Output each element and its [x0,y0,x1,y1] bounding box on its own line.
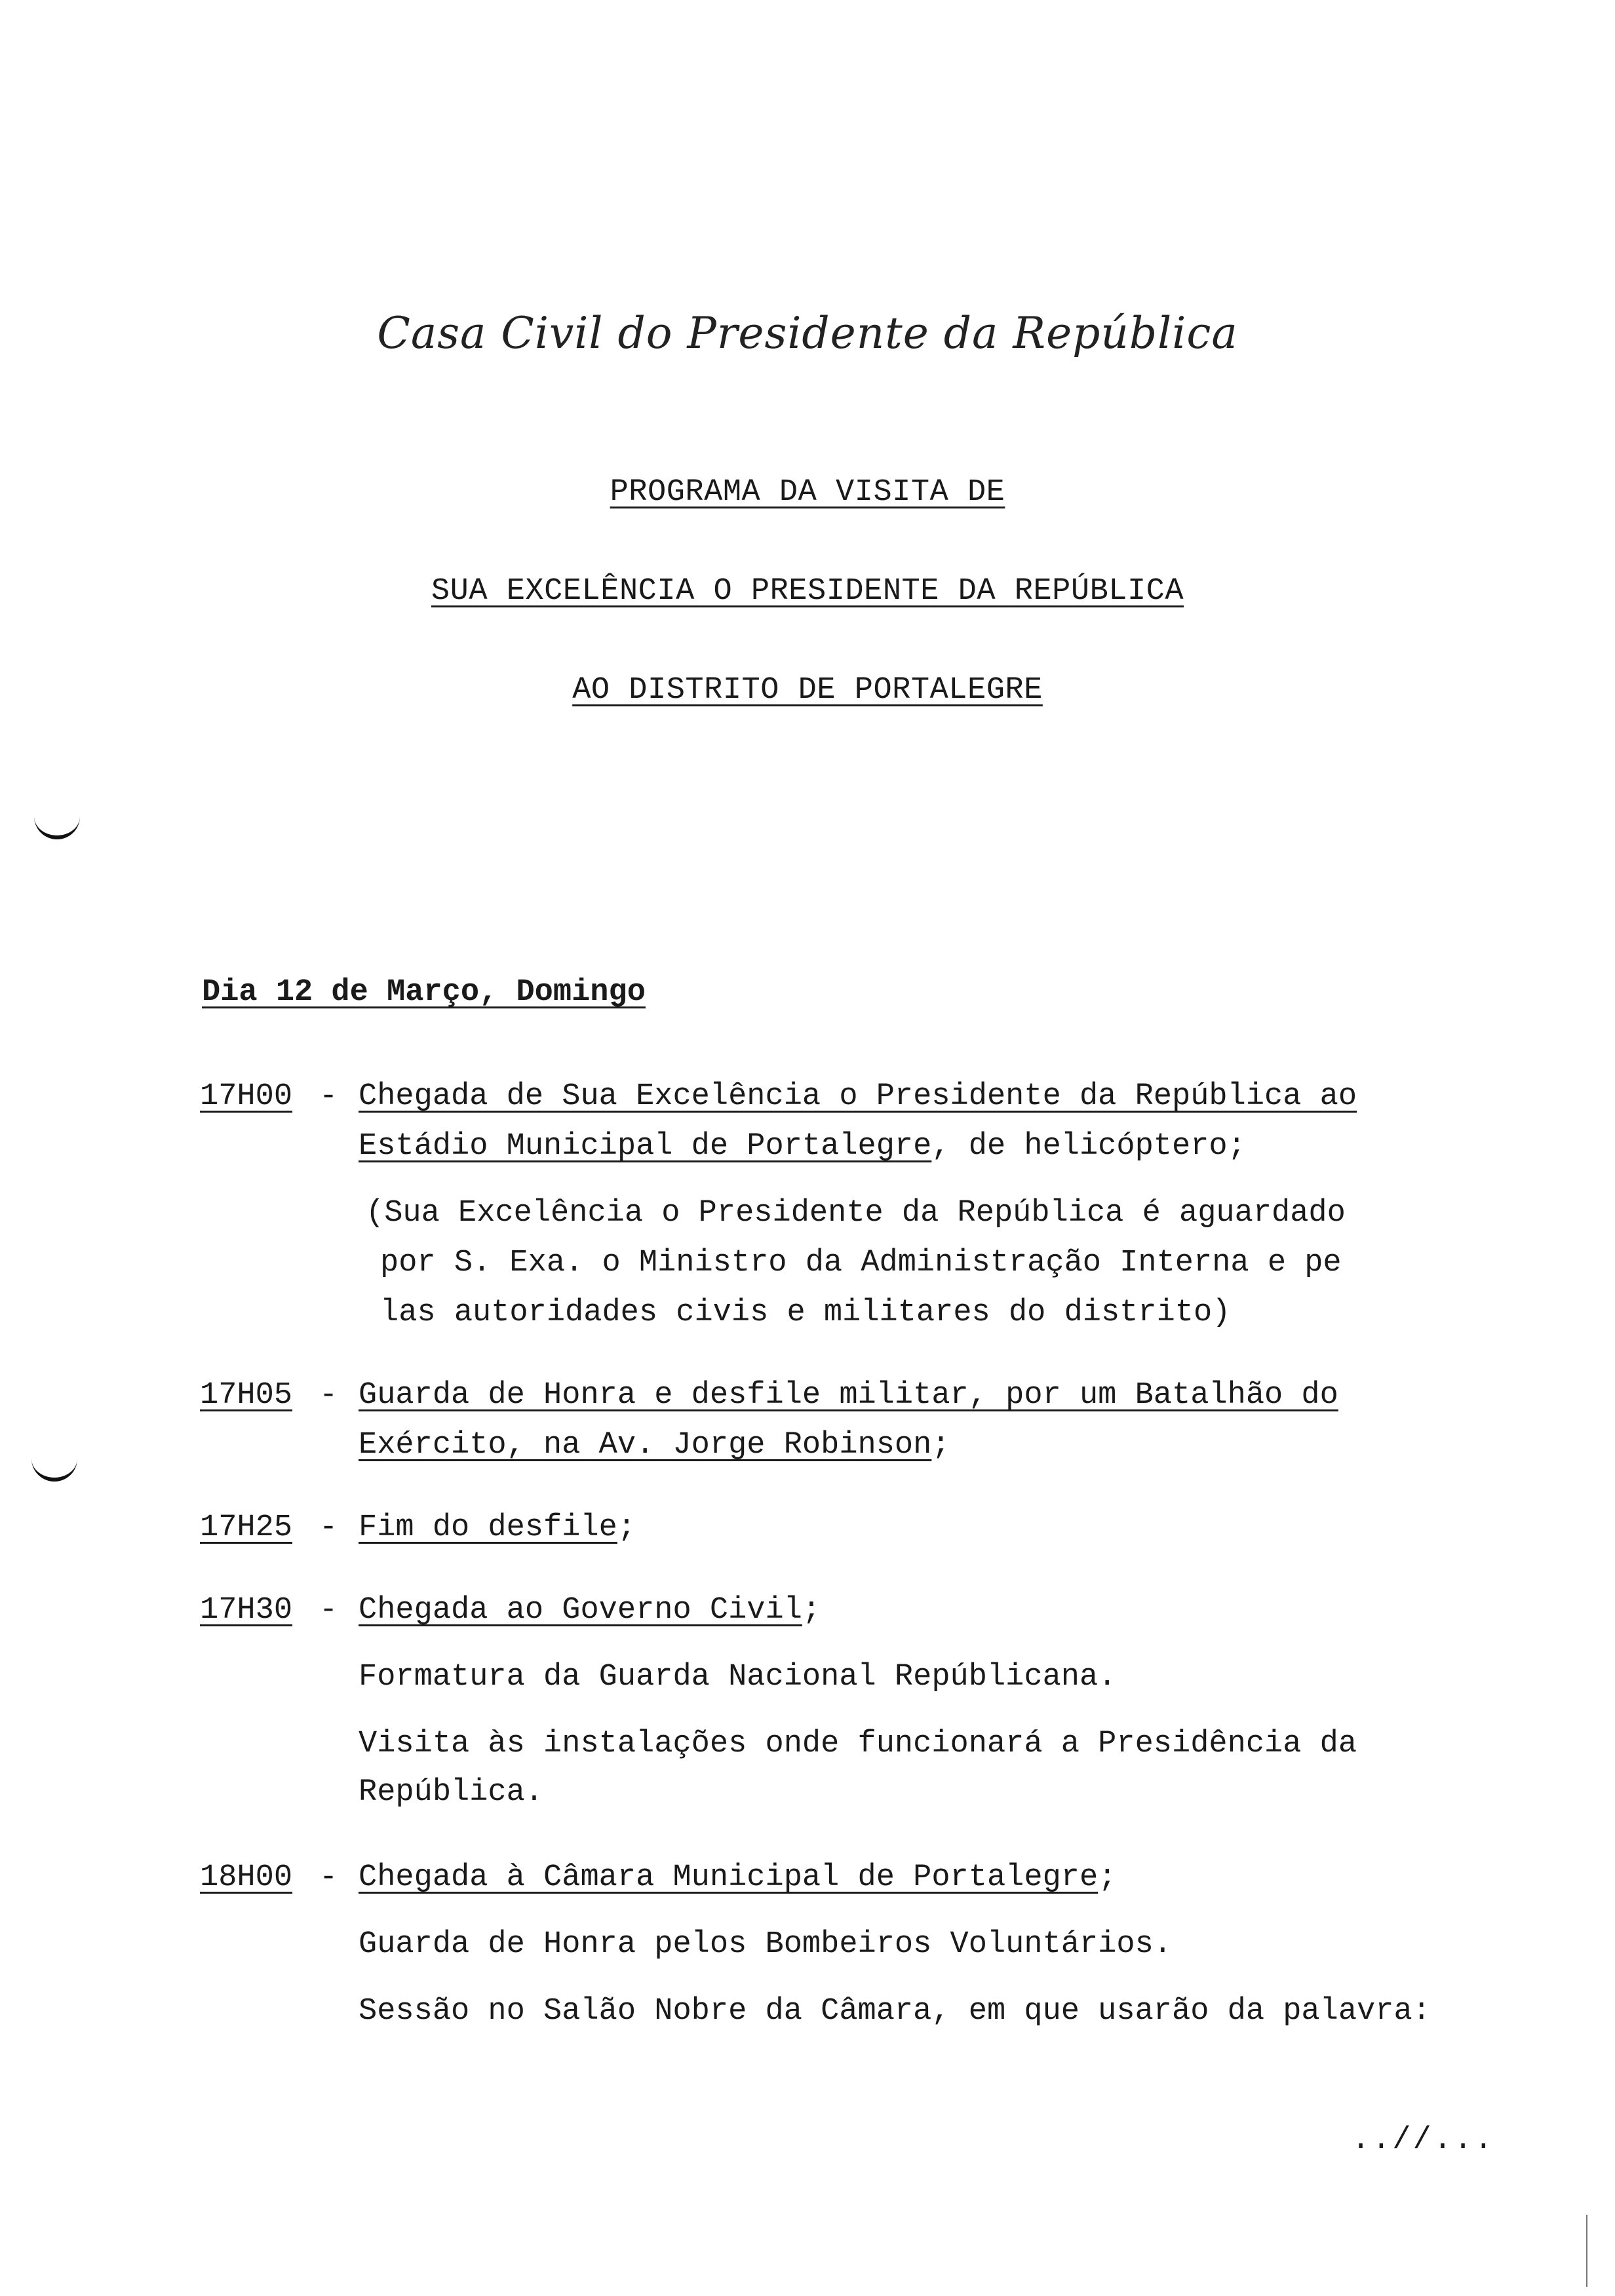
entry-time: 17H30 [200,1593,293,1628]
entry-note: por S. Exa. o Ministro da Administração Interna e pe [380,1246,1342,1280]
entry-dash: - [319,1079,338,1114]
entry-dash: - [319,1510,338,1545]
letterhead: Casa Civil do Presidente da República [377,308,1238,358]
title-line-1: PROGRAMA DA VISITA DE [610,475,1005,510]
entry-line-underlined: Chegada ao Governo Civil [359,1593,802,1628]
binder-hole-mark [31,1451,77,1482]
entry-line-rest: ; [802,1593,821,1628]
entry-description [359,1371,1506,1470]
entry-line-rest: ; [931,1428,950,1463]
entry-dash: - [319,1593,338,1628]
entry-line-underlined: Estádio Municipal de Portalegre [359,1129,932,1164]
entry-line: Guarda de Honra e desfile militar, por um Batalhão do [359,1378,1338,1413]
entry-line-rest: ; [617,1510,636,1545]
entry-note: Sessão no Salão Nobre da Câmara, em que usarão da palavra: [359,1994,1431,2029]
entry-line-underlined: Fim do desfile [359,1510,617,1545]
binder-hole-mark [34,809,80,839]
entry-dash: - [319,1860,338,1895]
entry-description [359,1072,1506,1172]
title-line-2: SUA EXCELÊNCIA O PRESIDENTE DA REPÚBLICA [431,574,1184,609]
entry-note: República. [359,1775,544,1810]
entry-line-rest: , de helicóptero; [931,1129,1246,1164]
edge-mark [1586,2215,1587,2287]
entry-time: 17H00 [200,1079,293,1114]
entry-description [359,1586,1506,1636]
entry-description [359,1503,1506,1553]
entry-note: las autoridades civis e militares do distrito) [380,1295,1231,1330]
entry-line-rest: ; [1098,1860,1117,1895]
entry-dash: - [319,1378,338,1413]
day-heading: Dia 12 de Março, Domingo [202,975,646,1010]
title-line-3: AO DISTRITO DE PORTALEGRE [572,673,1043,708]
entry-description [359,1853,1506,1903]
entry-time: 18H00 [200,1860,293,1895]
entry-note: Formatura da Guarda Nacional Repúblicana. [359,1660,1117,1694]
entry-note: (Sua Excelência o Presidente da República é aguardado [366,1196,1346,1231]
entry-line-underlined: Chegada à Câmara Municipal de Portalegre [359,1860,1099,1895]
entry-note: Visita às instalações onde funcionará a Presidência da [359,1727,1357,1761]
entry-time: 17H25 [200,1510,293,1545]
entry-note: Guarda de Honra pelos Bombeiros Voluntários. [359,1927,1173,1962]
entry-time: 17H05 [200,1378,293,1413]
page-continuation: ..//... [1352,2123,1495,2158]
entry-line-underlined: Exército, na Av. Jorge Robinson [359,1428,932,1463]
entry-line: Chegada de Sua Excelência o Presidente da República ao [359,1079,1357,1114]
